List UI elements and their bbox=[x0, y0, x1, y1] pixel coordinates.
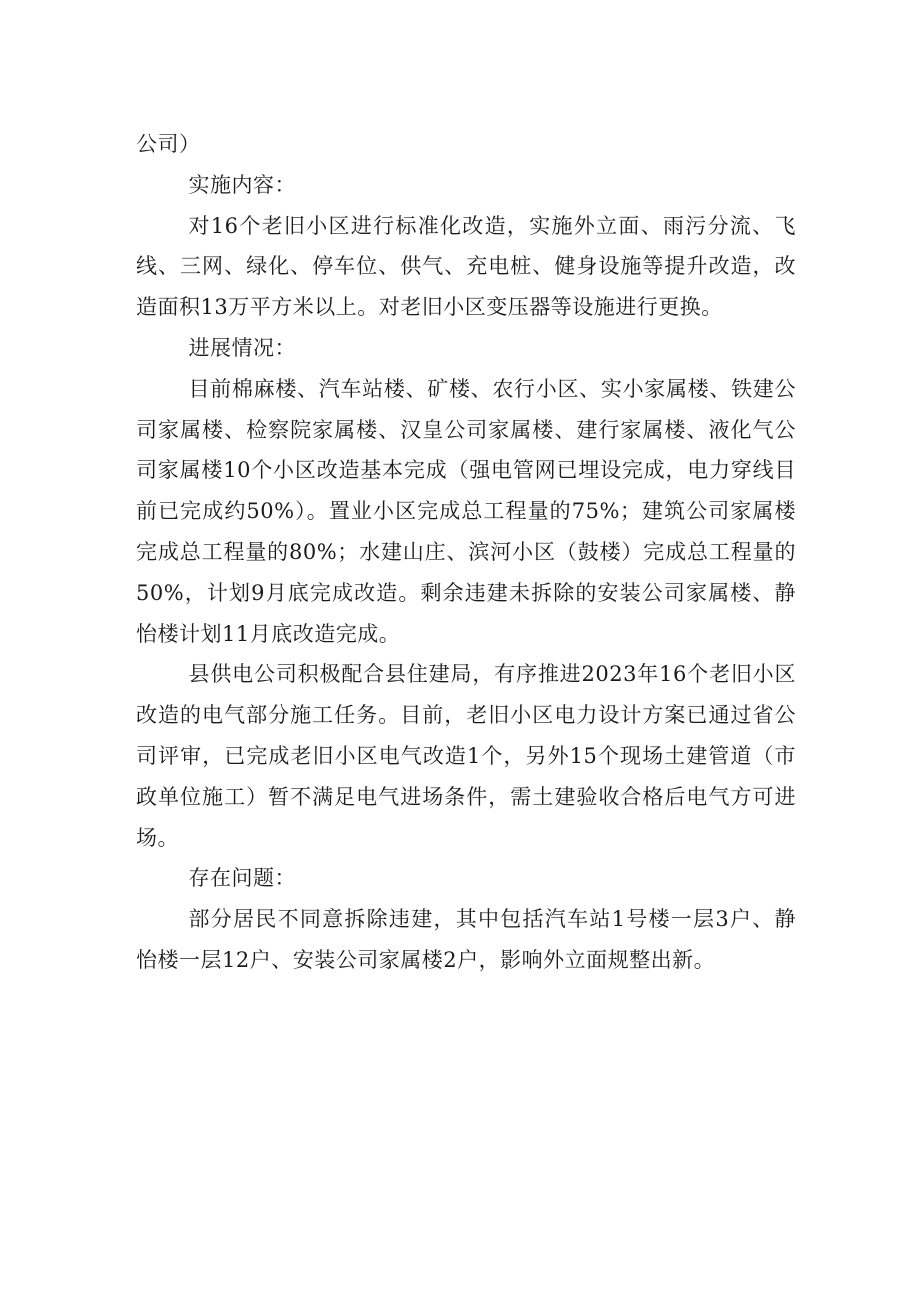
heading-progress: 进展情况： bbox=[188, 335, 296, 360]
paragraph-company-tail: 公司） bbox=[136, 132, 201, 156]
heading-implementation-content: 实施内容： bbox=[188, 172, 296, 197]
paragraph-problems-detail: 部分居民不同意拆除违建，其中包括汽车站1号楼一层3户、静怡楼一层12户、安装公司家属楼2户，影响外立面规整出新。 bbox=[136, 907, 796, 972]
heading-existing-problems: 存在问题： bbox=[188, 866, 296, 891]
paragraph-power-supply: 县供电公司积极配合县住建局，有序推进2023年16个老旧小区改造的电气部分施工任务。目前，老旧小区电力设计方案已通过省公司评审，已完成老旧小区电气改造1个，另外15个现场土建管道（市政单位施工）暂不满足电气进场条件，需土建验收合格后电气方可进场。 bbox=[136, 662, 796, 850]
paragraph-implementation-detail: 对16个老旧小区进行标准化改造，实施外立面、雨污分流、飞线、三网、绿化、停车位、供气、充电桩、健身设施等提升改造，改造面积13万平方米以上。对老旧小区变压器等设施进行更换。 bbox=[136, 213, 796, 320]
document-body bbox=[136, 124, 796, 981]
paragraph-progress-detail: 目前棉麻楼、汽车站楼、矿楼、农行小区、实小家属楼、铁建公司家属楼、检察院家属楼、汉皇公司家属楼、建行家属楼、液化气公司家属楼10个小区改造基本完成（强电管网已埋设完成，电力穿线目前已完成约50%）。置业小区完成总工程量的75%；建筑公司家属楼完成总工程量的80%；水建山庄、滨河小区（鼓楼）完成总工程量的50%，计划9月底完成改造。剩余违建未拆除的安装公司家属楼、静怡楼计划11月底改造完成。 bbox=[136, 376, 796, 646]
